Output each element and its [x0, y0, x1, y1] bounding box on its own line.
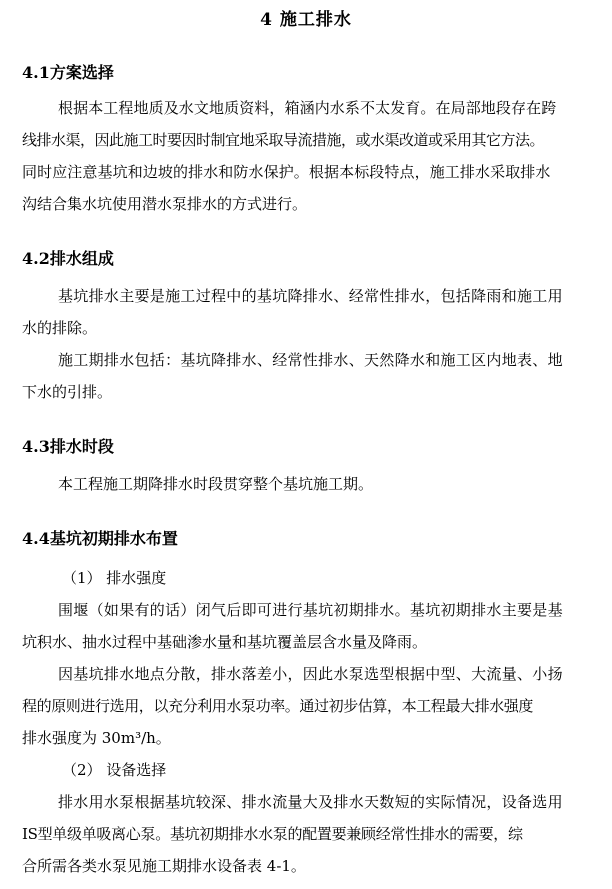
- paragraph-line: 程的原则进行选用，以充分利用水泵功率。通过初步估算，本工程最大排水强度: [22, 697, 534, 715]
- subheading-drainage-intensity: （1） 排水强度: [62, 569, 167, 587]
- paragraph-line: 同时应注意基坑和边坡的排水和防水保护。根据本标段特点，施工排水采取排水: [22, 163, 551, 181]
- paragraph-line: 基坑排水主要是施工过程中的基坑降排水、经常性排水，包括降雨和施工用: [58, 287, 563, 305]
- section-heading-4-1: 4.1方案选择: [22, 63, 114, 82]
- paragraph-line: IS型单级单吸离心泵。基坑初期排水水泵的配置要兼顾经常性排水的需要，综: [22, 825, 523, 843]
- paragraph-line: 因基坑排水地点分散，排水落差小，因此水泵选型根据中型、大流量、小扬: [58, 665, 563, 683]
- section-heading-4-4: 4.4基坑初期排水布置: [22, 529, 178, 548]
- page-title: 4 施工排水: [260, 10, 352, 30]
- paragraph-line: 围堰（如果有的话）闭气后即可进行基坑初期排水。基坑初期排水主要是基: [58, 601, 563, 619]
- paragraph-line: 水的排除。: [22, 319, 98, 337]
- paragraph-line: 施工期排水包括：基坑降排水、经常性排水、天然降水和施工区内地表、地: [58, 351, 563, 369]
- paragraph-line: 排水用水泵根据基坑较深、排水流量大及排水天数短的实际情况，设备选用: [58, 793, 563, 811]
- paragraph-line: 根据本工程地质及水文地质资料，箱涵内水系不太发育。在局部地段存在跨: [58, 99, 557, 117]
- paragraph-line: 坑积水、抽水过程中基础渗水量和基坑覆盖层含水量及降雨。: [22, 633, 428, 651]
- paragraph-line: 下水的引排。: [22, 383, 113, 401]
- paragraph-line: 线排水渠，因此施工时要因时制宜地采取导流措施，或水渠改道或采用其它方法。: [22, 131, 545, 149]
- section-heading-4-3: 4.3排水时段: [22, 437, 114, 456]
- section-heading-4-2: 4.2排水组成: [22, 249, 114, 268]
- paragraph-line: 沟结合集水坑使用潜水泵排水的方式进行。: [22, 195, 308, 213]
- paragraph-line: 排水强度为 30m³/h。: [22, 729, 171, 747]
- paragraph-line: 合所需各类水泵见施工期排水设备表 4-1。: [22, 857, 306, 875]
- subheading-equipment-selection: （2） 设备选择: [62, 761, 167, 779]
- paragraph-line: 本工程施工期降排水时段贯穿整个基坑施工期。: [58, 475, 374, 493]
